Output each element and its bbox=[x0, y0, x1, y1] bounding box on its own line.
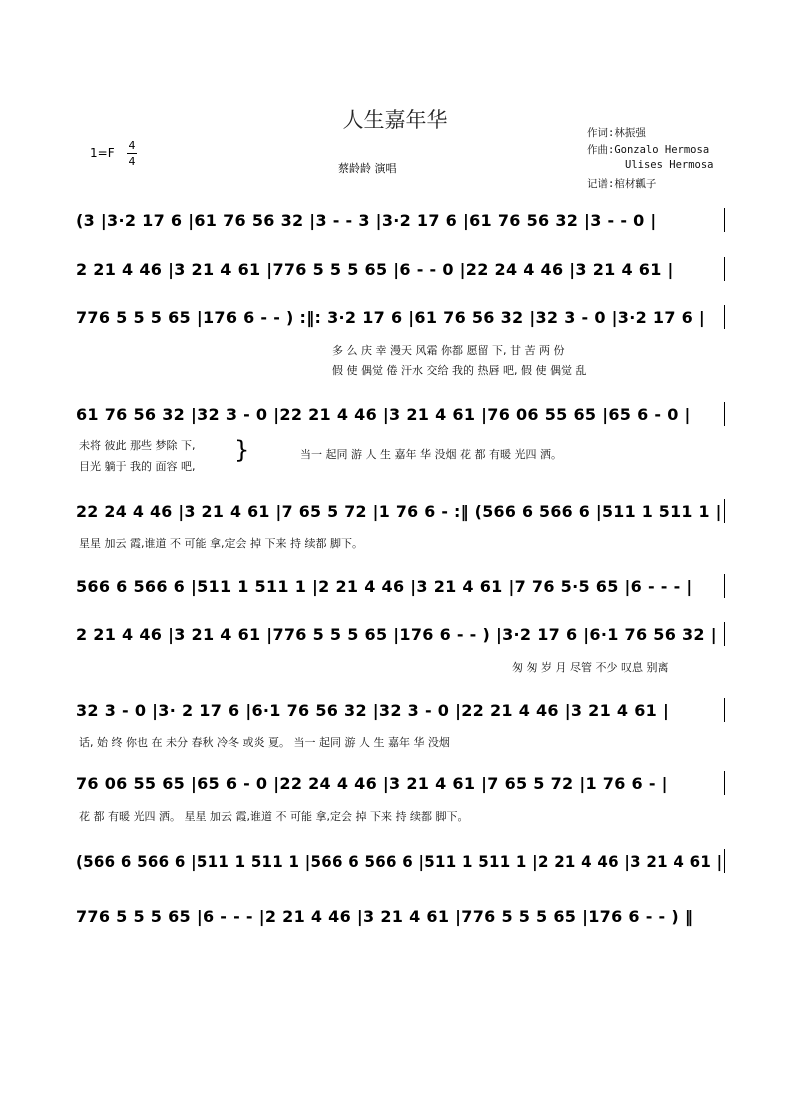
score-line-10: (566 6 566 6 |511 1 511 1 |566 6 566 6 |511 1 511 1 |2 21 4 46 |3 21 4 61 | bbox=[76, 852, 723, 871]
score-line-2: 2 21 4 46 |3 21 4 61 |776 5 5 5 65 |6 - - 0 |22 24 4 46 |3 21 4 61 | bbox=[76, 260, 674, 279]
transcriber-credit: 记谱:棺材瓤子 bbox=[587, 178, 657, 190]
lyric-line-4c: 当一 起同 游 人 生 嘉年 华 没烟 花 都 有暖 光四 洒。 bbox=[300, 448, 562, 461]
barline-end-1 bbox=[724, 208, 725, 232]
lyricist-credit: 作词:林振强 bbox=[587, 127, 646, 139]
time-signature-bottom: 4 bbox=[128, 155, 136, 168]
barline-end-3 bbox=[724, 305, 725, 329]
score-line-4: 61 76 56 32 |32 3 - 0 |22 21 4 46 |3 21 4 61 |76 06 55 65 |65 6 - 0 | bbox=[76, 405, 691, 424]
lyric-line-7: 匆 匆 岁 月 尽管 不少 叹息 别离 bbox=[512, 661, 669, 674]
singer-credit: 蔡龄龄 演唱 bbox=[338, 162, 397, 175]
barline-end-9 bbox=[724, 771, 725, 795]
composer-credit-2: Ulises Hermosa bbox=[625, 159, 714, 171]
lyric-brace: } bbox=[234, 436, 250, 464]
lyric-line-4b: 目光 躺于 我的 面容 吧, bbox=[79, 460, 196, 473]
key-signature: 1=F bbox=[90, 146, 115, 160]
barline-end-2 bbox=[724, 257, 725, 281]
score-line-8: 32 3 - 0 |3· 2 17 6 |6·1 76 56 32 |32 3 - 0 |22 21 4 46 |3 21 4 61 | bbox=[76, 701, 670, 720]
composer-credit: 作曲:Gonzalo Hermosa bbox=[587, 144, 710, 156]
barline-end-6 bbox=[724, 574, 725, 598]
barline-end-4 bbox=[724, 402, 725, 426]
time-signature bbox=[127, 139, 137, 168]
score-line-11: 776 5 5 5 65 |6 - - - |2 21 4 46 |3 21 4 61 |776 5 5 5 65 |176 6 - - ) ‖ bbox=[76, 907, 694, 926]
page-title: 人生嘉年华 bbox=[342, 108, 448, 132]
score-line-9: 76 06 55 65 |65 6 - 0 |22 24 4 46 |3 21 4 61 |7 65 5 72 |1 76 6 - | bbox=[76, 774, 668, 793]
lyric-line-8: 话, 始 终 你也 在 未分 春秋 冷冬 或炎 夏。 当一 起同 游 人 生 嘉年 华 没烟 bbox=[79, 736, 450, 749]
barline-end-8 bbox=[724, 698, 725, 722]
score-line-5: 22 24 4 46 |3 21 4 61 |7 65 5 72 |1 76 6 - :‖ (566 6 566 6 |511 1 511 1 | bbox=[76, 502, 722, 521]
score-line-1: (3 |3·2 17 6 |61 76 56 32 |3 - - 3 |3·2 17 6 |61 76 56 32 |3 - - 0 | bbox=[76, 211, 657, 230]
score-line-3: 776 5 5 5 65 |176 6 - - ) :‖: 3·2 17 6 |61 76 56 32 |32 3 - 0 |3·2 17 6 | bbox=[76, 308, 706, 327]
lyric-line-9: 花 都 有暖 光四 洒。 星星 加云 霞,谁道 不 可能 拿,定会 掉 下来 持 续都 脚下。 bbox=[79, 810, 469, 823]
score-line-6: 566 6 566 6 |511 1 511 1 |2 21 4 46 |3 21 4 61 |7 76 5·5 65 |6 - - - | bbox=[76, 577, 693, 596]
lyric-line-3b: 假 使 偶觉 倦 汗水 交给 我的 热唇 吧, 假 使 偶觉 乱 bbox=[332, 364, 587, 377]
barline-end-7 bbox=[724, 622, 725, 646]
score-line-7: 2 21 4 46 |3 21 4 61 |776 5 5 5 65 |176 6 - - ) |3·2 17 6 |6·1 76 56 32 | bbox=[76, 625, 717, 644]
lyric-line-4a: 未将 彼此 那些 梦除 下, bbox=[79, 439, 196, 452]
time-signature-top: 4 bbox=[128, 139, 136, 152]
time-signature-bar bbox=[127, 153, 137, 154]
barline-end-5 bbox=[724, 499, 725, 523]
lyric-line-5: 星星 加云 霞,谁道 不 可能 拿,定会 掉 下来 持 续都 脚下。 bbox=[79, 537, 363, 550]
lyric-line-3a: 多 么 庆 幸 漫天 风霜 你都 愿留 下, 甘 苦 两 份 bbox=[332, 344, 565, 357]
barline-end-10 bbox=[724, 849, 725, 873]
